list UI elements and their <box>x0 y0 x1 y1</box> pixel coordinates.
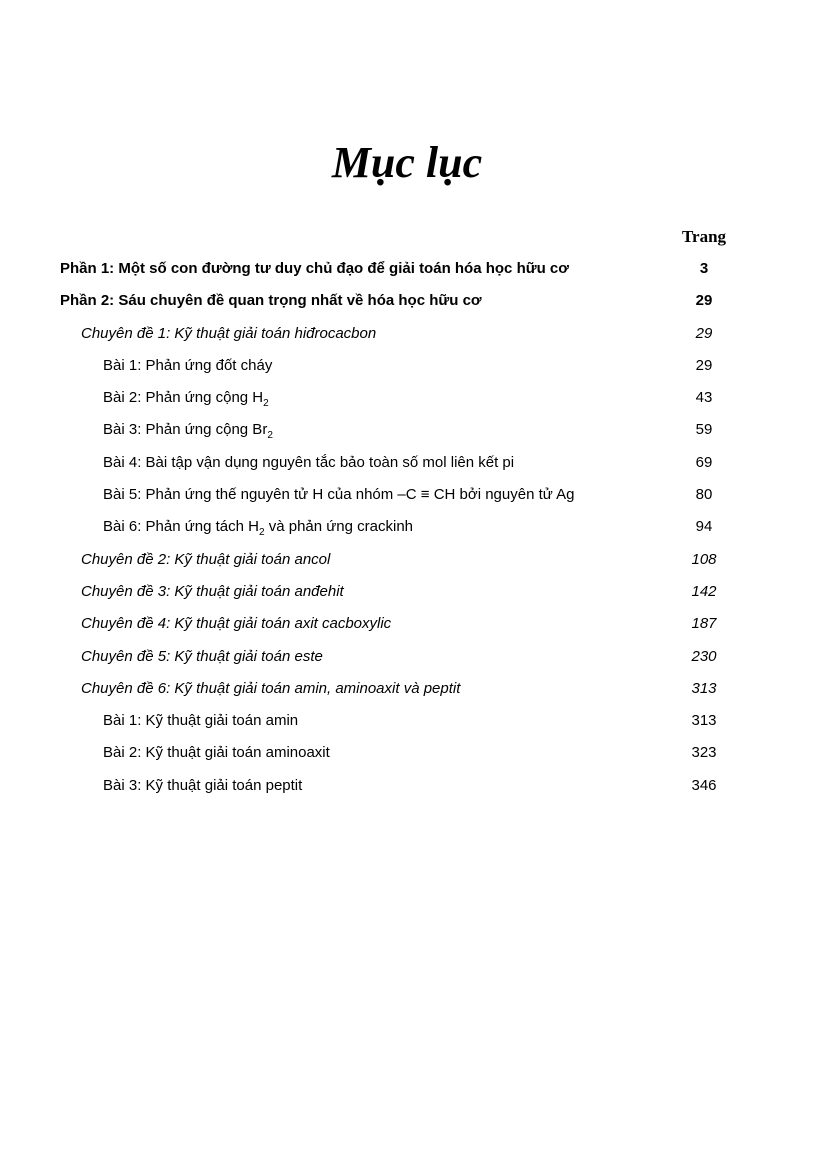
toc-entry-title <box>81 576 344 608</box>
toc-entry-title <box>103 479 574 511</box>
toc-page-number: 108 <box>691 550 717 568</box>
toc-entry-title <box>60 285 482 317</box>
toc-entry-topic[interactable] <box>0 576 814 608</box>
toc-entry-topic[interactable] <box>0 608 814 640</box>
subscript: 2 <box>258 527 265 539</box>
toc-page-number: 187 <box>691 615 717 633</box>
page-title: Mục lục <box>331 138 483 188</box>
toc-entry-title <box>81 608 391 640</box>
toc-page-number: 142 <box>691 582 717 600</box>
toc-page-number: 29 <box>695 292 713 310</box>
subscript: 2 <box>267 430 273 442</box>
toc-entry-topic[interactable] <box>0 544 814 576</box>
toc-entry-title <box>81 673 460 705</box>
toc-entry-text: Chuyên đề 5: Kỹ thuật giải toán este <box>81 647 323 665</box>
toc-entry-text: Bài 1: Phản ứng đốt cháy <box>103 356 273 374</box>
table-of-contents <box>0 253 814 802</box>
toc-entry-lesson[interactable] <box>0 511 814 543</box>
toc-entry-text: Bài 3: Kỹ thuật giải toán peptit <box>103 776 303 794</box>
toc-page-number: 80 <box>695 486 713 504</box>
toc-page-number: 323 <box>691 744 717 762</box>
toc-entry-part[interactable] <box>0 285 814 317</box>
toc-entry-text-suffix: và phản ứng crackinh <box>264 518 414 536</box>
toc-page-number: 3 <box>699 260 709 277</box>
toc-entry-part[interactable] <box>0 253 814 285</box>
toc-page-number: 313 <box>691 679 717 697</box>
toc-entry-title <box>103 705 298 737</box>
toc-entry-title <box>81 544 330 576</box>
toc-entry-lesson[interactable] <box>0 705 814 737</box>
toc-entry-title <box>103 447 514 479</box>
toc-page-number: 29 <box>695 356 713 374</box>
toc-entry-text: Bài 1: Kỹ thuật giải toán amin <box>103 712 299 730</box>
toc-entry-text: Bài 3: Phản ứng cộng Br <box>103 421 268 439</box>
toc-entry-topic[interactable] <box>0 673 814 705</box>
toc-entry-title <box>103 737 330 769</box>
toc-page-number: 29 <box>695 324 713 342</box>
toc-entry-title <box>103 350 272 382</box>
toc-entry-title <box>81 641 323 673</box>
toc-entry-title <box>60 253 569 285</box>
toc-page-number: 59 <box>695 421 713 439</box>
toc-page-number: 94 <box>695 518 713 536</box>
toc-entry-text: Bài 2: Kỹ thuật giải toán aminoaxit <box>103 744 330 762</box>
toc-entry-title <box>103 511 413 543</box>
toc-entry-text: Bài 5: Phản ứng thế nguyên tử H của nhóm –C ≡ CH bởi nguyên tử Ag <box>103 486 575 504</box>
toc-entry-lesson[interactable] <box>0 770 814 802</box>
toc-entry-text: Chuyên đề 3: Kỹ thuật giải toán anđehit <box>81 582 344 600</box>
toc-entry-text: Bài 4: Bài tập vận dụng nguyên tắc bảo toàn số mol liên kết pi <box>103 453 515 471</box>
toc-entry-text: Bài 6: Phản ứng tách H <box>103 518 259 536</box>
toc-entry-text: Phần 1: Một số con đường tư duy chủ đạo để giải toán hóa học hữu cơ <box>60 260 569 277</box>
toc-entry-lesson[interactable] <box>0 479 814 511</box>
toc-entry-title <box>103 770 302 802</box>
toc-entry-text: Bài 2: Phản ứng cộng H <box>103 389 264 407</box>
toc-entry-topic[interactable] <box>0 318 814 350</box>
toc-entry-text: Chuyên đề 6: Kỹ thuật giải toán amin, aminoaxit và peptit <box>81 679 461 697</box>
toc-page-number: 43 <box>695 389 713 407</box>
toc-entry-lesson[interactable] <box>0 414 814 446</box>
toc-entry-lesson[interactable] <box>0 382 814 414</box>
toc-entry-title <box>103 414 273 446</box>
toc-entry-text: Chuyên đề 1: Kỹ thuật giải toán hiđrocacbon <box>81 324 377 342</box>
toc-entry-lesson[interactable] <box>0 350 814 382</box>
toc-entry-title <box>103 382 269 414</box>
toc-page-number: 69 <box>695 453 713 471</box>
subscript: 2 <box>263 398 269 410</box>
toc-entry-title <box>81 318 376 350</box>
toc-entry-lesson[interactable] <box>0 447 814 479</box>
toc-entry-text: Chuyên đề 4: Kỹ thuật giải toán axit cacboxylic <box>81 615 392 633</box>
page-column-header: Trang <box>681 227 727 246</box>
toc-entry-text: Phần 2: Sáu chuyên đề quan trọng nhất về hóa học hữu cơ <box>60 292 482 310</box>
toc-entry-topic[interactable] <box>0 641 814 673</box>
toc-page-number: 230 <box>691 647 717 665</box>
toc-page-number: 346 <box>691 776 717 794</box>
toc-page-number: 313 <box>691 712 717 730</box>
toc-entry-lesson[interactable] <box>0 737 814 769</box>
toc-entry-text: Chuyên đề 2: Kỹ thuật giải toán ancol <box>81 550 331 568</box>
